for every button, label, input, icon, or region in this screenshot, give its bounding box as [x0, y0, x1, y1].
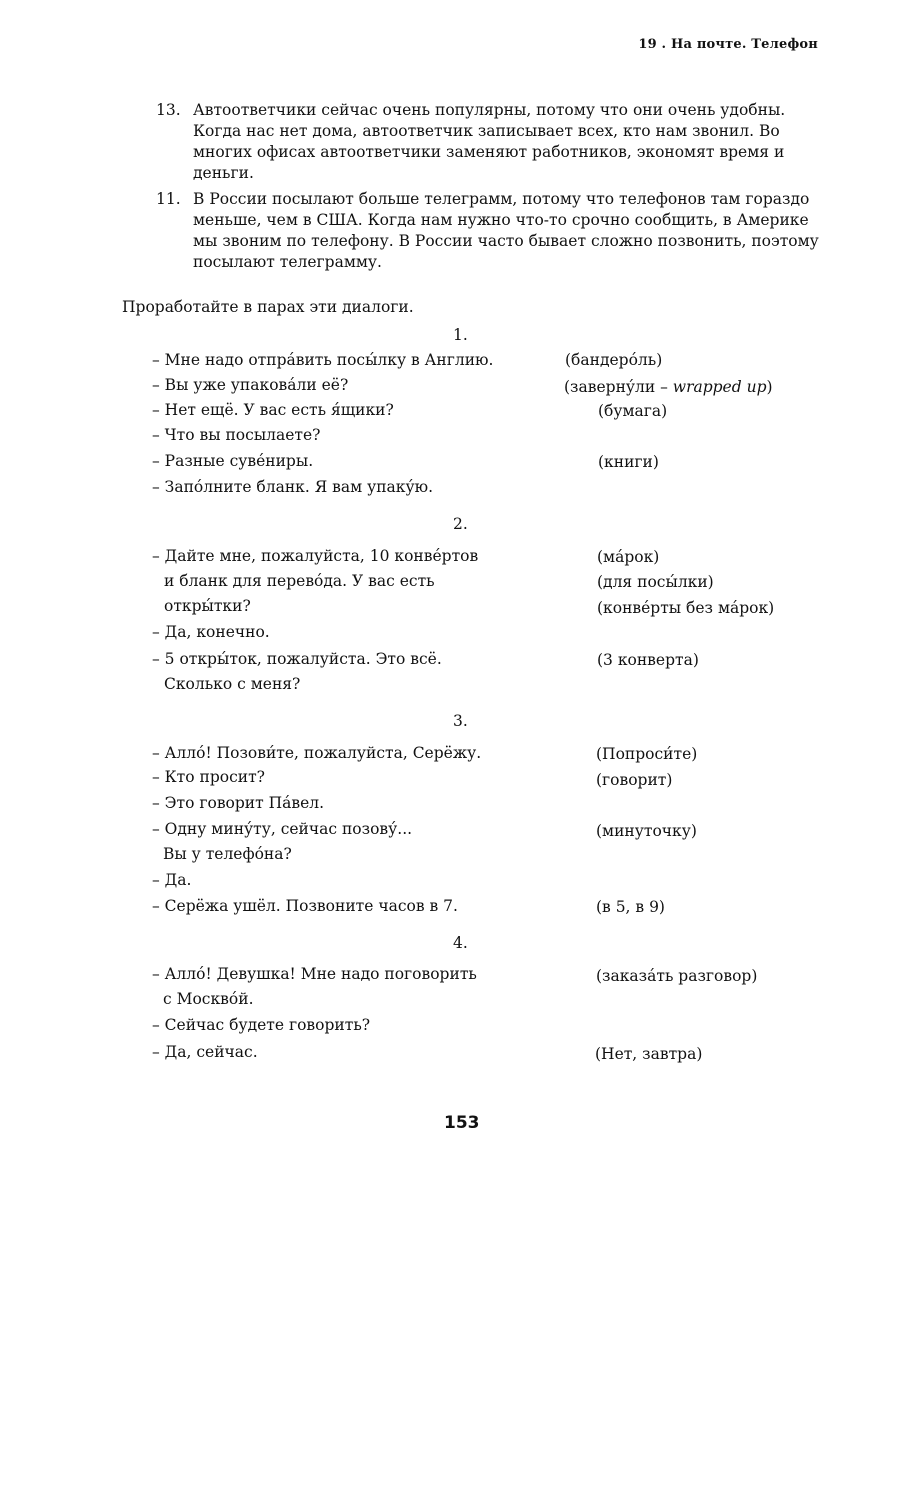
alternative-word: (заказа́ть разговор)	[596, 967, 758, 985]
dialogue-line: – 5 откры́ток, пожалуйста. Это всё.	[152, 650, 442, 668]
page-number: 153	[444, 1113, 480, 1133]
dialogue-line: – Сейчас будете говорить?	[152, 1016, 371, 1034]
paragraph-number: 11.	[156, 190, 181, 208]
dialogue-line: – Вы уже упакова́ли её?	[152, 376, 349, 394]
paragraph-text: В России посылают больше телеграмм, потому что телефонов там гораздо меньше, чем в США. Когда нам нужно что-то срочно сообщить, в Америке мы звоним по телефону. В России часто бывает сложно позвонить, поэтому посылают телеграмму.	[193, 190, 819, 271]
dialogue-3-number: 3.	[453, 712, 468, 730]
dialogue-line: – Нет ещё. У вас есть я́щики?	[152, 401, 394, 419]
dialogue-line: Вы у телефо́на?	[163, 845, 292, 863]
dialogue-line: – Одну мину́ту, сейчас позову́...	[152, 820, 413, 838]
dialogue-line: и бланк для перево́да. У вас есть	[164, 572, 435, 590]
alternative-word: (ма́рок)	[597, 548, 660, 566]
alternative-word: (в 5, в 9)	[596, 898, 665, 916]
alternative-word: (для посы́лки)	[597, 573, 714, 591]
dialogue-2-number: 2.	[453, 515, 468, 533]
alternative-word: (книги)	[598, 453, 659, 471]
dialogue-line: – Алло́! Позови́те, пожалуйста, Серёжу.	[152, 744, 482, 762]
dialogue-4-number: 4.	[453, 934, 468, 952]
dialogue-line: – Что вы посылаете?	[152, 426, 321, 444]
dialogue-1-number: 1.	[453, 326, 468, 344]
paragraph-11	[156, 189, 826, 273]
alternative-word: (минуточку)	[596, 822, 697, 840]
dialogue-line: – Кто просит?	[152, 768, 265, 786]
alternative-word: (заверну́ли – wrapped up)	[564, 378, 773, 396]
dialogue-line: – Серёжа ушёл. Позвоните часов в 7.	[152, 897, 458, 915]
dialogue-line: с Москво́й.	[163, 990, 254, 1008]
dialogue-line: – Это говорит Па́вел.	[152, 794, 325, 812]
paragraph-13	[156, 100, 826, 184]
paragraph-text: Автоответчики сейчас очень популярны, потому что они очень удобны. Когда нас нет дома, автоответчик записывает всех, кто нам звонил. Во многих офисах автоответчики заменяют работников, экономят время и деньги.	[193, 101, 786, 182]
exercise-instruction: Проработайте в парах эти диалоги.	[122, 298, 414, 316]
dialogue-line: – Запо́лните бланк. Я вам упаку́ю.	[152, 478, 434, 496]
alternative-word: (Попроси́те)	[596, 745, 698, 763]
paragraph-number: 13.	[156, 101, 181, 119]
dialogue-line: откры́тки?	[164, 597, 251, 615]
alternative-word: (бумага)	[598, 402, 668, 420]
dialogue-line: – Мне надо отпра́вить посы́лку в Англию.	[152, 351, 494, 369]
alternative-word: (3 конверта)	[597, 651, 699, 669]
alternative-word: (бандеро́ль)	[565, 351, 663, 369]
dialogue-line: – Дайте мне, пожалуйста, 10 конве́ртов	[152, 547, 479, 565]
alternative-word: (конве́рты без ма́рок)	[597, 599, 775, 617]
alternative-word: (Нет, завтра)	[595, 1045, 703, 1063]
running-header: 19 . На почте. Телефон	[638, 37, 818, 52]
alternative-word: (говорит)	[596, 771, 673, 789]
dialogue-line: – Да, сейчас.	[152, 1043, 258, 1061]
dialogue-line: – Алло́! Девушка! Мне надо поговорить	[152, 965, 477, 983]
dialogue-line: – Разные суве́ниры.	[152, 452, 314, 470]
dialogue-line: Сколько с меня?	[164, 675, 301, 693]
dialogue-line: – Да.	[152, 871, 192, 889]
dialogue-line: – Да, конечно.	[152, 623, 270, 641]
